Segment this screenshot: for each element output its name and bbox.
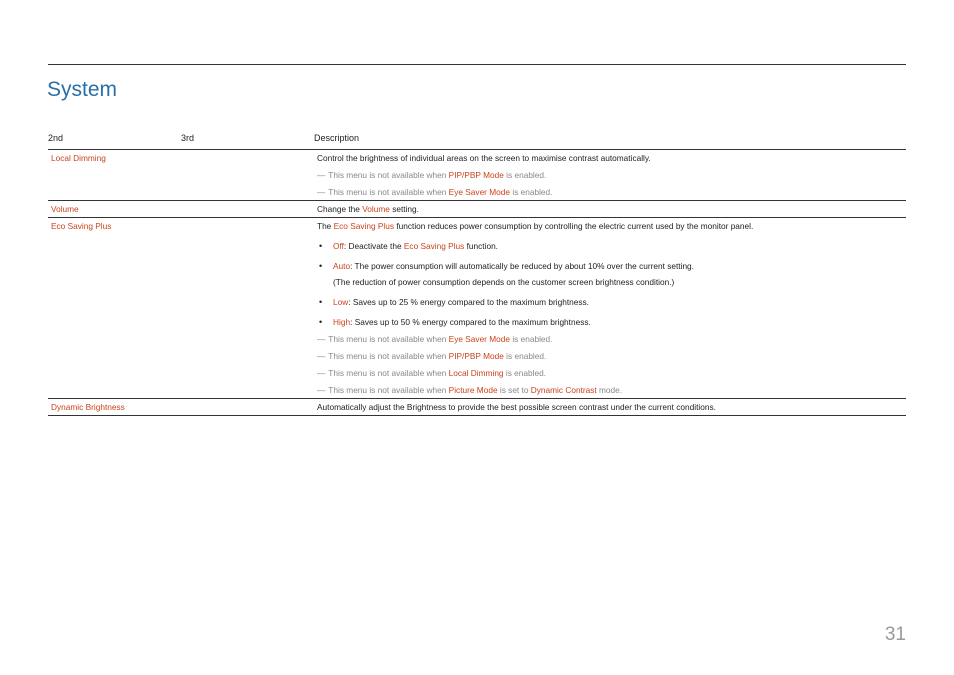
- link-pip-pbp-mode[interactable]: PIP/PBP Mode: [448, 351, 504, 361]
- note: ― This menu is not available when Eye Saver Mode is enabled.: [317, 187, 553, 197]
- description-text: Automatically adjust the Brightness to provide the best possible screen contrast under the current conditions.: [317, 402, 716, 412]
- note: ― This menu is not available when PIP/PBP Mode is enabled.: [317, 351, 547, 361]
- description-text: The Eco Saving Plus function reduces power consumption by controlling the electric current used by the monitor panel.: [317, 221, 754, 231]
- option-auto: • Auto: The power consumption will automatically be reduced by about 10% over the current setting.: [317, 260, 906, 272]
- note-mark: ―: [317, 187, 326, 197]
- header-2nd: 2nd: [48, 133, 64, 143]
- item-eco-saving-plus[interactable]: Eco Saving Plus: [51, 221, 112, 231]
- note-mark: ―: [317, 170, 326, 180]
- page-number: 31: [884, 624, 906, 645]
- note: ― This menu is not available when PIP/PBP Mode is enabled.: [317, 170, 547, 180]
- top-rule: [48, 64, 906, 65]
- table-row-dynamic-brightness: [48, 399, 906, 416]
- link-eco-saving-plus[interactable]: Eco Saving Plus: [333, 221, 395, 231]
- table-header: [48, 131, 906, 150]
- item-volume[interactable]: Volume: [51, 204, 79, 214]
- note-mark: ―: [317, 385, 326, 395]
- table-row-eco-saving-plus: [48, 218, 906, 399]
- description-text: Change the Volume setting.: [317, 204, 419, 214]
- link-pip-pbp-mode[interactable]: PIP/PBP Mode: [448, 170, 504, 180]
- link-eye-saver-mode[interactable]: Eye Saver Mode: [448, 334, 511, 344]
- option-low: • Low: Saves up to 25 % energy compared to the maximum brightness.: [317, 296, 906, 308]
- settings-table: [48, 131, 906, 416]
- link-dynamic-contrast[interactable]: Dynamic Contrast: [530, 385, 597, 395]
- option-auto-detail: (The reduction of power consumption depends on the customer screen brightness condition.): [333, 277, 675, 287]
- link-local-dimming[interactable]: Local Dimming: [448, 368, 504, 378]
- item-dynamic-brightness[interactable]: Dynamic Brightness: [51, 402, 125, 412]
- note: ― This menu is not available when Eye Saver Mode is enabled.: [317, 334, 553, 344]
- description-text: Control the brightness of individual areas on the screen to maximise contrast automatically.: [317, 153, 651, 163]
- table-row-local-dimming: [48, 150, 906, 201]
- page-title: System: [47, 78, 118, 101]
- option-off: • Off: Deactivate the Eco Saving Plus function.: [317, 240, 906, 252]
- note-mark: ―: [317, 368, 326, 378]
- header-3rd: 3rd: [181, 133, 195, 143]
- item-local-dimming[interactable]: Local Dimming: [51, 153, 106, 163]
- header-description: Description: [314, 133, 360, 143]
- link-eye-saver-mode[interactable]: Eye Saver Mode: [448, 187, 511, 197]
- note-mark: ―: [317, 334, 326, 344]
- option-high: • High: Saves up to 50 % energy compared to the maximum brightness.: [317, 316, 906, 328]
- note: ― This menu is not available when Local Dimming is enabled.: [317, 368, 546, 378]
- table-row-volume: [48, 201, 906, 218]
- link-picture-mode[interactable]: Picture Mode: [448, 385, 498, 395]
- note: ― This menu is not available when Picture Mode is set to Dynamic Contrast mode.: [317, 385, 623, 395]
- link-volume[interactable]: Volume: [362, 204, 390, 214]
- note-mark: ―: [317, 351, 326, 361]
